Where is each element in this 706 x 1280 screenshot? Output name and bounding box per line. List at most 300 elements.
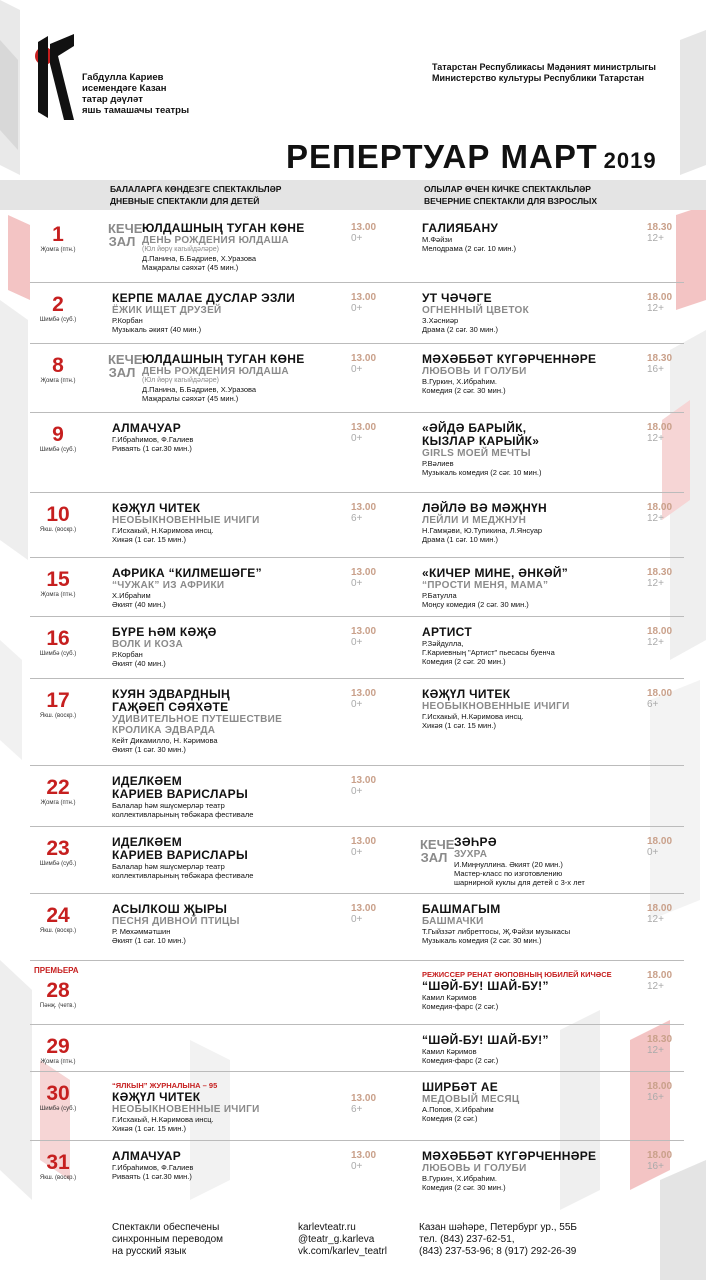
schedule-row: [0, 492, 706, 557]
day-time: [351, 836, 376, 859]
small-hall-word2: ЗАЛ: [108, 365, 136, 380]
day-of-week: Якш. (воскр.): [39, 1175, 77, 1181]
age-rating: 0+: [351, 914, 363, 925]
day-cell: [28, 1083, 88, 1113]
show-authors: Кейт Дикамилло, Н. Кәримова: [112, 736, 218, 745]
show-time: 13.00: [351, 688, 377, 699]
show-subtitle: ЛЮБОВЬ И ГОЛУБИ: [422, 366, 527, 377]
day-number: 28: [46, 979, 70, 1002]
page-title: РЕПЕРТУАР МАРТ 2019: [286, 138, 657, 175]
show-note: (Юл йөрү кагыйдәләре): [142, 246, 219, 253]
show-time: 18.00: [647, 836, 673, 847]
show-subtitle: ВОЛК И КОЗА: [112, 639, 184, 650]
day-cell: [28, 355, 88, 385]
day-number: 22: [46, 776, 70, 799]
evening-time: [647, 292, 672, 315]
age-rating: 0+: [351, 786, 363, 797]
show-time: 18.00: [647, 502, 673, 513]
day-show[interactable]: [142, 222, 305, 272]
day-of-week: Җомга (птн.): [40, 247, 76, 253]
show-genre-duration: Әкият (1 сәг. 30 мин.): [112, 745, 186, 754]
show-authors: Х.Ибраһим: [112, 591, 151, 600]
column-headers: [0, 180, 706, 210]
evening-time: [647, 903, 672, 926]
small-hall-word1: КЕЧЕ: [108, 221, 143, 236]
show-time: 18.30: [647, 222, 673, 233]
small-hall-word1: КЕЧЕ: [108, 352, 143, 367]
show-genre-duration: Хикәя (1 сәг. 15 мин.): [112, 1124, 186, 1133]
show-time: 13.00: [351, 353, 377, 364]
website-link[interactable]: karlevteatr.ru: [298, 1222, 356, 1233]
theatre-logo-icon: [34, 34, 76, 120]
row-divider: [30, 893, 684, 894]
evening-time: [647, 1150, 672, 1173]
show-time: 13.00: [351, 836, 377, 847]
show-time: 18.00: [647, 688, 673, 699]
schedule-row: [0, 826, 706, 893]
day-of-week: Якш. (воскр.): [39, 928, 77, 934]
show-subtitle: GIRLS МОЕЙ МЕЧТЫ: [422, 448, 531, 459]
age-rating: 6+: [351, 1104, 363, 1115]
schedule-row: [0, 893, 706, 960]
show-title: «ӘЙДӘ БАРЫЙК,: [422, 421, 527, 435]
day-number: 23: [46, 837, 70, 860]
day-show[interactable]: [112, 1150, 193, 1181]
evening-show[interactable]: [422, 970, 612, 1011]
day-cell: [28, 569, 88, 599]
small-hall-word2: ЗАЛ: [420, 850, 448, 865]
show-authors: Р.Корбан: [112, 316, 143, 325]
evening-show[interactable]: [422, 1081, 520, 1123]
show-authors: И.Миңнуллина. Әкият (20 мин.): [454, 860, 563, 869]
row-divider: [30, 960, 684, 961]
day-number: 15: [46, 568, 70, 591]
evening-show[interactable]: [422, 626, 555, 666]
show-authors: В.Гуркин, Х.Ибраһим.: [422, 1174, 497, 1183]
show-genre-duration: Хикәя (1 сәг. 15 мин.): [112, 535, 186, 544]
day-show[interactable]: [112, 422, 193, 453]
day-time: [351, 903, 376, 926]
day-time: [351, 353, 376, 376]
show-subtitle: ЗУХРА: [454, 849, 488, 860]
day-of-week: Җомга (птн.): [40, 592, 76, 598]
day-show[interactable]: [112, 1081, 260, 1133]
evening-show[interactable]: [422, 688, 570, 730]
show-title: “ШӘЙ-БУ! ШАЙ-БУ!”: [422, 979, 549, 993]
show-genre-duration: Мелодрама (2 сәг. 10 мин.): [422, 244, 517, 253]
show-authors-line2: Г.Кариевның "Артист" пьесасы буенча: [422, 648, 555, 657]
show-subtitle: ЁЖИК ИЩЕТ ДРУЗЕЙ: [112, 305, 222, 316]
day-cell: [28, 980, 88, 1010]
show-time: 13.00: [351, 775, 377, 786]
schedule-row: [0, 282, 706, 343]
show-genre-duration: Комедия (2 сәг.): [422, 1114, 478, 1123]
show-title: ГАЛИЯБАНУ: [422, 221, 499, 235]
show-authors: Д.Панина, Б.Бәдриев, Х.Уразова: [142, 385, 257, 394]
show-title-line2: КЫЗЛАР КАРЫЙК»: [422, 434, 540, 448]
show-authors: Р. Мөхәммәтшин: [112, 927, 171, 936]
small-hall-label: [420, 837, 455, 865]
evening-time: [647, 422, 672, 445]
show-genre-duration: Маҗаралы сәяхәт (45 мин.): [142, 263, 239, 272]
show-note: (Юл йөрү кагыйдәләре): [142, 377, 219, 384]
day-cell: [28, 628, 88, 658]
row-divider: [30, 1140, 684, 1141]
evening-time: [647, 222, 672, 245]
show-genre-duration: Комедия (2 сәг. 30 мин.): [422, 1183, 506, 1192]
day-of-week: Шимбә (суб.): [39, 447, 77, 453]
age-rating: 0+: [351, 699, 363, 710]
day-of-week: Шимбә (суб.): [39, 651, 77, 657]
show-subtitle: ЛЕЙЛИ И МЕДЖНУН: [422, 515, 527, 526]
show-time: 13.00: [351, 222, 377, 233]
show-authors: Г.Ибраһимов, Ф.Галиев: [112, 435, 194, 444]
age-rating: 12+: [647, 233, 664, 244]
row-divider: [30, 492, 684, 493]
show-genre-duration: Әкият (1 сәг. 10 мин.): [112, 936, 186, 945]
show-authors: В.Гуркин, Х.Ибраһим.: [422, 377, 497, 386]
show-genre-duration: Мастер-класс по изготовлению: [454, 869, 563, 878]
show-authors: М.Фәйзи: [422, 235, 453, 244]
age-rating: 0+: [351, 303, 363, 314]
event-note: РЕЖИССЕР РЕНАТ ӘЮПОВНЫҢ ЮБИЛЕЙ КИЧӘСЕ: [422, 970, 612, 979]
day-cell: [28, 1152, 88, 1182]
show-time: 18.30: [647, 353, 673, 364]
evening-time: [647, 970, 672, 993]
small-hall-label: [108, 221, 143, 249]
show-time: 18.00: [647, 626, 673, 637]
evening-time: [647, 567, 672, 590]
show-title-line2: КАРИЕВ ВАРИСЛАРЫ: [112, 848, 248, 862]
evening-time: [647, 1034, 672, 1057]
show-authors: Г.Исхакый, Н.Кәримова инсц.: [112, 1115, 214, 1124]
day-time: [351, 292, 376, 315]
show-authors: Балалар һәм яшүсмерләр театр: [112, 801, 225, 810]
day-time: [351, 422, 376, 445]
evening-show[interactable]: [422, 292, 529, 334]
row-divider: [30, 1071, 684, 1072]
show-title: АЛМАЧУАР: [112, 421, 182, 435]
show-time: 18.30: [647, 1034, 673, 1045]
age-rating: 16+: [647, 1161, 664, 1172]
footer-contact: Казан шәһәре, Петербург ур., 55Б тел. (843) 237-62-51, (843) 237-53-96; 8 (917) 292-26-39: [419, 1222, 577, 1257]
day-number: 31: [46, 1151, 70, 1174]
day-number: 24: [46, 904, 70, 927]
show-authors: А.Попов, Х.Ибраһим: [422, 1105, 494, 1114]
evening-show[interactable]: [422, 353, 596, 395]
show-title: БАШМАГЫМ: [422, 902, 501, 916]
show-genre-duration: Комедия (2 сәг. 20 мин.): [422, 657, 506, 666]
evening-time: [647, 1081, 672, 1104]
show-title: МӘХӘББӘТ КҮГӘРЧЕННӘРЕ: [422, 1149, 597, 1163]
page-title-year: 2019: [603, 148, 657, 173]
show-subtitle: НЕОБЫКНОВЕННЫЕ ИЧИГИ: [112, 515, 260, 526]
show-genre-duration: Маҗаралы сәяхәт (45 мин.): [142, 394, 239, 403]
evening-show[interactable]: [454, 836, 585, 887]
show-title: АСЫЛКОШ ҖЫРЫ: [112, 902, 228, 916]
day-cell: [28, 1036, 88, 1066]
show-authors: Балалар һәм яшүсмерләр театр: [112, 862, 225, 871]
row-divider: [30, 826, 684, 827]
show-title: ЮЛДАШНЫҢ ТУГАН КӨНЕ: [142, 352, 305, 366]
age-rating: 0+: [351, 637, 363, 648]
show-title: «КИЧЕР МИНЕ, ӘНКӘЙ”: [422, 566, 569, 580]
row-divider: [30, 616, 684, 617]
row-divider: [30, 282, 684, 283]
show-subtitle: УДИВИТЕЛЬНОЕ ПУТЕШЕСТВИЕ: [112, 714, 283, 725]
show-subtitle: “ПРОСТИ МЕНЯ, МАМА”: [422, 580, 549, 591]
evening-show[interactable]: [422, 1034, 549, 1065]
age-rating: 6+: [351, 513, 363, 524]
age-rating: 12+: [647, 303, 664, 314]
day-show[interactable]: [112, 502, 260, 544]
show-genre-duration: Музыкаль әкият (40 мин.): [112, 325, 202, 334]
show-title: КУЯН ЭДВАРДНЫҢ: [112, 687, 231, 701]
small-hall-word2: ЗАЛ: [108, 234, 136, 249]
day-number: 30: [46, 1082, 70, 1105]
ministry-name: Татарстан Республикасы Мәдәният министрлыгы Министерство культуры Республики Татарстан: [432, 62, 656, 83]
day-show[interactable]: [112, 567, 262, 609]
age-rating: 0+: [351, 847, 363, 858]
show-subtitle-line2: КРОЛИКА ЭДВАРДА: [112, 725, 216, 736]
evening-time: [647, 353, 672, 376]
show-authors: Р.Вәлиев: [422, 459, 454, 468]
show-authors: Г.Ибраһимов, Ф.Галиев: [112, 1163, 194, 1172]
show-genre-duration: Музыкаль комедия (2 сәг. 10 мин.): [422, 468, 542, 477]
show-subtitle: НЕОБЫКНОВЕННЫЕ ИЧИГИ: [422, 701, 570, 712]
age-rating: 12+: [647, 981, 664, 992]
evening-time: [647, 688, 672, 711]
show-subtitle: ЛЮБОВЬ И ГОЛУБИ: [422, 1163, 527, 1174]
show-time: 18.00: [647, 422, 673, 433]
show-genre-duration: Әкият (40 мин.): [112, 659, 166, 668]
show-title: КӘҖҮЛ ЧИТЕК: [422, 687, 511, 701]
row-divider: [30, 412, 684, 413]
show-time: 18.00: [647, 970, 673, 981]
schedule-row: [0, 343, 706, 412]
show-genre-duration: Риваять (1 сәг.30 мин.): [112, 444, 192, 453]
footer-translation-note: Спектакли обеспечены синхронным переводом на русский язык: [112, 1222, 224, 1257]
show-time: 13.00: [351, 626, 377, 637]
day-show[interactable]: [112, 775, 253, 819]
day-show[interactable]: [112, 626, 217, 668]
day-cell: [28, 777, 88, 807]
show-genre-duration: коллективларының төбәкара фестивале: [112, 871, 254, 880]
evening-time: [647, 626, 672, 649]
day-show[interactable]: [112, 836, 253, 880]
show-time: 13.00: [351, 1093, 377, 1104]
show-subtitle: ДЕНЬ РОЖДЕНИЯ ЮЛДАША: [142, 366, 289, 377]
age-rating: 16+: [647, 364, 664, 375]
show-authors: Н.Гамҗәви, Ю.Тупикина, Л.Янсуар: [422, 526, 543, 535]
day-number: 2: [52, 293, 64, 316]
schedule-row: [0, 678, 706, 765]
show-title: УТ ЧӘЧӘГЕ: [422, 291, 492, 305]
day-of-week: Җомга (птн.): [40, 378, 76, 384]
show-genre-duration: Комедия (2 сәг. 30 мин.): [422, 386, 506, 395]
show-subtitle: БАШМАЧКИ: [422, 916, 484, 927]
evening-show[interactable]: [422, 903, 570, 945]
day-time: [351, 502, 376, 525]
day-time: [351, 567, 376, 590]
day-number: 29: [46, 1035, 70, 1058]
age-rating: 12+: [647, 578, 664, 589]
row-divider: [30, 557, 684, 558]
show-genre-duration: Комедия-фарс (2 сәг.): [422, 1002, 499, 1011]
day-cell: [28, 224, 88, 254]
day-number: 10: [46, 503, 70, 526]
evening-show[interactable]: [422, 422, 541, 477]
show-genre-duration: коллективларының төбәкара фестивале: [112, 810, 254, 819]
day-number: 17: [46, 689, 70, 712]
age-rating: 12+: [647, 513, 664, 524]
show-title-line2: ГАҖӘЕП СӘЯХӘТЕ: [112, 700, 229, 714]
show-subtitle: ДЕНЬ РОЖДЕНИЯ ЮЛДАША: [142, 235, 289, 246]
day-of-week: Якш. (воскр.): [39, 713, 77, 719]
show-time: 18.00: [647, 1150, 673, 1161]
show-subtitle: НЕОБЫКНОВЕННЫЕ ИЧИГИ: [112, 1104, 260, 1115]
show-authors: Камил Кәримов: [422, 1047, 477, 1056]
show-authors: Г.Исхакый, Н.Кәримова инсц.: [112, 526, 214, 535]
schedule-row: [0, 1140, 706, 1216]
day-time: [351, 688, 376, 711]
age-rating: 16+: [647, 1092, 664, 1103]
show-authors: Р.Зәйдулла,: [422, 639, 464, 648]
evening-show[interactable]: [422, 222, 516, 253]
day-of-week: Җомга (птн.): [40, 800, 76, 806]
show-time: 18.30: [647, 567, 673, 578]
show-authors: Г.Исхакый, Н.Кәримова инсц.: [422, 712, 524, 721]
row-divider: [30, 1024, 684, 1025]
show-subtitle: “ЧУЖАК” ИЗ АФРИКИ: [112, 580, 225, 591]
show-title: БҮРЕ ҺӘМ КӘҖӘ: [112, 625, 217, 639]
evening-time: [647, 502, 672, 525]
evening-show[interactable]: [422, 567, 568, 609]
premiere-label: ПРЕМЬЕРА: [34, 966, 79, 975]
day-cell: [28, 838, 88, 868]
day-of-week: Җомга (птн.): [40, 1059, 76, 1065]
age-rating: 12+: [647, 914, 664, 925]
day-number: 16: [46, 627, 70, 650]
show-subtitle: МЕДОВЫЙ МЕСЯЦ: [422, 1094, 520, 1105]
age-rating: 0+: [351, 578, 363, 589]
day-time: [351, 775, 376, 798]
schedule-row: [0, 557, 706, 616]
show-authors: Т.Гыйззәт либреттосы, Җ.Фәйзи музыкасы: [422, 927, 571, 936]
show-time: 18.00: [647, 292, 673, 303]
show-authors: Р.Корбан: [112, 650, 143, 659]
show-title: ЮЛДАШНЫҢ ТУГАН КӨНЕ: [142, 221, 305, 235]
show-subtitle: ПЕСНЯ ДИВНОЙ ПТИЦЫ: [112, 916, 240, 927]
small-hall-label: [108, 352, 143, 380]
age-rating: 0+: [647, 847, 659, 858]
evening-time: [647, 836, 672, 859]
day-time: [351, 1150, 376, 1173]
small-hall-word1: КЕЧЕ: [420, 837, 455, 852]
row-divider: [30, 678, 684, 679]
show-genre-duration-line2: шарнирной куклы для детей с 3-х лет: [454, 878, 585, 887]
age-rating: 12+: [647, 1045, 664, 1056]
schedule-row: [0, 1071, 706, 1140]
show-title: ИДЕЛКӘЕМ: [112, 835, 183, 849]
show-title-line2: КАРИЕВ ВАРИСЛАРЫ: [112, 787, 248, 801]
day-show[interactable]: [112, 688, 282, 754]
day-time: [351, 1093, 376, 1116]
show-title: АРТИСТ: [422, 625, 472, 639]
row-divider: [30, 343, 684, 344]
header: [0, 0, 706, 180]
show-title: МӘХӘББӘТ КҮГӘРЧЕННӘРЕ: [422, 352, 597, 366]
day-show[interactable]: [142, 353, 305, 403]
day-show[interactable]: [112, 292, 295, 334]
show-title: АФРИКА “КИЛМЕШӘГЕ”: [112, 566, 262, 580]
age-rating: 0+: [351, 364, 363, 375]
show-time: 13.00: [351, 292, 377, 303]
evening-show[interactable]: [422, 502, 547, 544]
age-rating: 12+: [647, 637, 664, 648]
day-of-week: Шимбә (суб.): [39, 1106, 77, 1112]
show-genre-duration: Әкият (40 мин.): [112, 600, 166, 609]
footer-links: [298, 1222, 387, 1258]
show-genre-duration: Драма (2 сәг. 30 мин.): [422, 325, 498, 334]
show-time: 13.00: [351, 567, 377, 578]
show-time: 13.00: [351, 502, 377, 513]
show-genre-duration: Комедия-фарс (2 сәг.): [422, 1056, 499, 1065]
day-cell: [28, 690, 88, 720]
theatre-name: Габдулла Кариев исемендәге Казан татар дәүләт яшь тамашачы театры: [82, 72, 190, 116]
show-time: 13.00: [351, 422, 377, 433]
day-number: 8: [52, 354, 64, 377]
vk-link[interactable]: vk.com/karlev_teatrl: [298, 1246, 387, 1257]
day-of-week: Шимбә (суб.): [39, 317, 77, 323]
show-genre-duration: Риваять (1 сәг.30 мин.): [112, 1172, 192, 1181]
day-cell: [28, 905, 88, 935]
day-cell: [28, 294, 88, 324]
day-number: 9: [52, 423, 64, 446]
show-title: КЕРПЕ МАЛАЕ ДУСЛАР ЭЗЛИ: [112, 291, 296, 305]
day-number: 1: [52, 223, 64, 246]
show-genre-duration: Драма (1 сәг. 10 мин.): [422, 535, 498, 544]
age-rating: 0+: [351, 1161, 363, 1172]
day-show[interactable]: [112, 903, 240, 945]
show-title: ИДЕЛКӘЕМ: [112, 774, 183, 788]
evening-show[interactable]: [422, 1150, 596, 1192]
day-of-week: Якш. (воскр.): [39, 527, 77, 533]
age-rating: 6+: [647, 699, 659, 710]
day-cell: [28, 424, 88, 454]
show-time: 13.00: [351, 903, 377, 914]
row-divider: [30, 765, 684, 766]
schedule-row: [0, 616, 706, 678]
show-genre-duration: Музыкаль комедия (2 сәг. 30 мин.): [422, 936, 542, 945]
evening-column-header: ОЛЫЛАР ӨЧЕН КИЧКЕ СПЕКТАКЛЬЛӘР ВЕЧЕРНИЕ СПЕКТАКЛИ ДЛЯ ВЗРОСЛЫХ: [424, 184, 598, 206]
show-title: ЛӘЙЛӘ ВӘ МӘҖНҮН: [422, 501, 547, 515]
show-genre-duration: Хикәя (1 сәг. 15 мин.): [422, 721, 496, 730]
schedule-row: [0, 960, 706, 1024]
show-title: КӘҖҮЛ ЧИТЕК: [112, 501, 201, 515]
event-note: “ЯЛКЫН” ЖУРНАЛЫНА – 95: [112, 1081, 218, 1090]
show-time: 18.00: [647, 1081, 673, 1092]
age-rating: 0+: [351, 233, 363, 244]
age-rating: 12+: [647, 433, 664, 444]
instagram-link[interactable]: @teatr_g.karleva: [298, 1234, 375, 1245]
show-genre-duration: Моңсу комедия (2 сәг. 30 мин.): [422, 600, 529, 609]
show-subtitle: ОГНЕННЫЙ ЦВЕТОК: [422, 305, 529, 316]
show-title: КӘҖҮЛ ЧИТЕК: [112, 1090, 201, 1104]
schedule-row: [0, 412, 706, 492]
show-time: 18.00: [647, 903, 673, 914]
day-of-week: Пәнҗ. (четв.): [39, 1003, 77, 1009]
